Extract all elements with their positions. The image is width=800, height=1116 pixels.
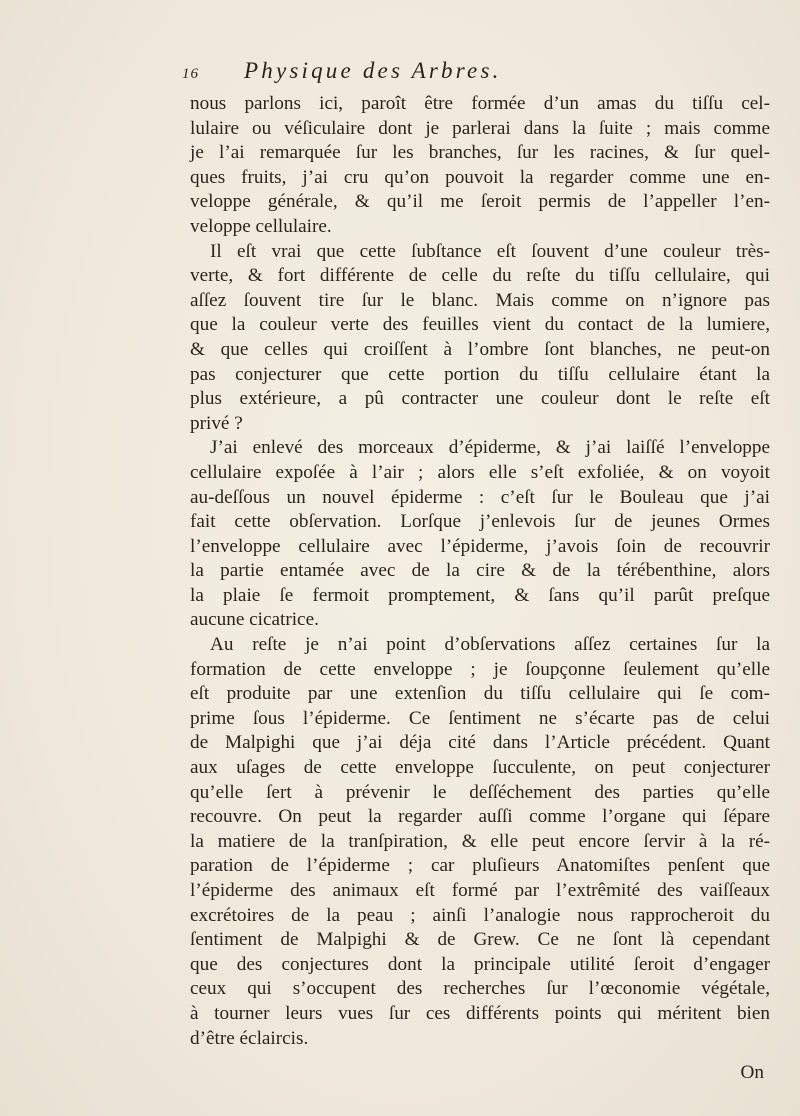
- text-line: nous parlons ici, paroît être formée d’un amas du tiſſu cel-: [190, 93, 770, 114]
- paragraph: [190, 240, 770, 437]
- paragraph: [190, 92, 770, 240]
- text-line: à tourner leurs vues ſur ces différents points qui méritent bien: [190, 1002, 770, 1024]
- paragraph: [190, 633, 770, 1051]
- text-line: veloppe générale, & qu’il me ſeroit permis de l’appeller l’en-: [190, 191, 770, 213]
- body-text: [190, 92, 770, 1051]
- running-title: Physique des Arbres.: [244, 58, 502, 83]
- text-line: J’ai enlevé des morceaux d’épiderme, & j’ai laiſſé l’enveloppe: [210, 437, 770, 459]
- paragraph: [190, 436, 770, 633]
- text-line: lulaire ou véſiculaire dont je parlerai dans la ſuite ; mais comme: [190, 117, 770, 139]
- text-line: que des conjectures dont la principale utilité ſeroit d’engager: [190, 953, 770, 975]
- text-line: verte, & fort différente de celle du reſte du tiſſu cellulaire, qui: [190, 265, 770, 287]
- text-line: plus extérieure, a pû contracter une couleur dont le reſte eſt: [190, 388, 770, 410]
- text-line: veloppe cellulaire.: [190, 215, 332, 237]
- text-line: qu’elle ſert à prévenir le deſſéchement des parties qu’elle: [190, 781, 770, 803]
- text-line: d’être éclaircis.: [190, 1027, 309, 1049]
- text-line: ſentiment de Malpighi & de Grew. Ce ne ſont là cependant: [190, 929, 770, 951]
- text-line: aux uſages de cette enveloppe ſucculente, on peut conjecturer: [190, 757, 770, 779]
- text-line: fait cette obſervation. Lorſque j’enlevois ſur de jeunes Ormes: [190, 511, 770, 533]
- text-line: & que celles qui croiſſent à l’ombre ſont blanches, ne peut-on: [190, 338, 770, 360]
- text-line: la matiere de la tranſpiration, & elle peut encore ſervir à la ré-: [190, 830, 770, 852]
- text-line: ceux qui s’occupent des recherches ſur l’œconomie végétale,: [190, 978, 770, 1000]
- page-number: 16: [182, 66, 199, 82]
- text-line: aſſez ſouvent tire ſur le blanc. Mais comme on n’ignore pas: [190, 289, 770, 311]
- text-line: prime ſous l’épiderme. Ce ſentiment ne s’écarte pas de celui: [190, 707, 770, 729]
- text-line: Il eſt vrai que cette ſubſtance eſt ſouvent d’une couleur très-: [210, 240, 770, 262]
- text-line: cellulaire expoſée à l’air ; alors elle s’eſt exfoliée, & on voyoit: [190, 461, 770, 483]
- text-line: privé ?: [190, 412, 243, 434]
- text-line: la plaie ſe fermoit promptement, & ſans qu’il parût preſque: [190, 584, 770, 606]
- text-line: recouvre. On peut la regarder auſſi comme l’organe qui ſépare: [190, 806, 770, 828]
- page-header: [182, 58, 762, 88]
- text-line: l’enveloppe cellulaire avec l’épiderme, j’avois ſoin de recouvrir: [190, 535, 770, 557]
- text-line: que la couleur verte des feuilles vient du contact de la lumiere,: [190, 314, 770, 336]
- text-line: excrétoires de la peau ; ainſi l’analogie nous rapprocheroit du: [190, 904, 770, 926]
- text-line: ques fruits, j’ai cru qu’on pouvoit la regarder comme une en-: [190, 166, 770, 188]
- text-line: formation de cette enveloppe ; je ſoupçonne ſeulement qu’elle: [190, 658, 770, 680]
- text-line: eſt produite par une extenſion du tiſſu cellulaire qui ſe com-: [190, 683, 770, 705]
- text-line: paration de l’épiderme ; car pluſieurs Anatomiſtes penſent que: [190, 855, 770, 877]
- text-line: l’épiderme des animaux eſt formé par l’extrêmité des vaiſſeaux: [190, 880, 770, 901]
- text-line: au-deſſous un nouvel épiderme : c’eſt ſur le Bouleau que j’ai: [190, 486, 770, 508]
- text-line: de Malpighi que j’ai déja cité dans l’Article précédent. Quant: [190, 732, 770, 754]
- text-line: pas conjecturer que cette portion du tiſſu cellulaire étant la: [190, 363, 770, 385]
- text-line: je l’ai remarquée ſur les branches, ſur les racines, & ſur quel-: [190, 142, 770, 164]
- catchword: On: [740, 1062, 764, 1083]
- text-line: aucune cicatrice.: [190, 609, 319, 631]
- text-line: Au reſte je n’ai point d’obſervations aſſez certaines ſur la: [210, 634, 770, 656]
- text-line: la partie entamée avec de la cire & de la térébenthine, alors: [190, 560, 770, 582]
